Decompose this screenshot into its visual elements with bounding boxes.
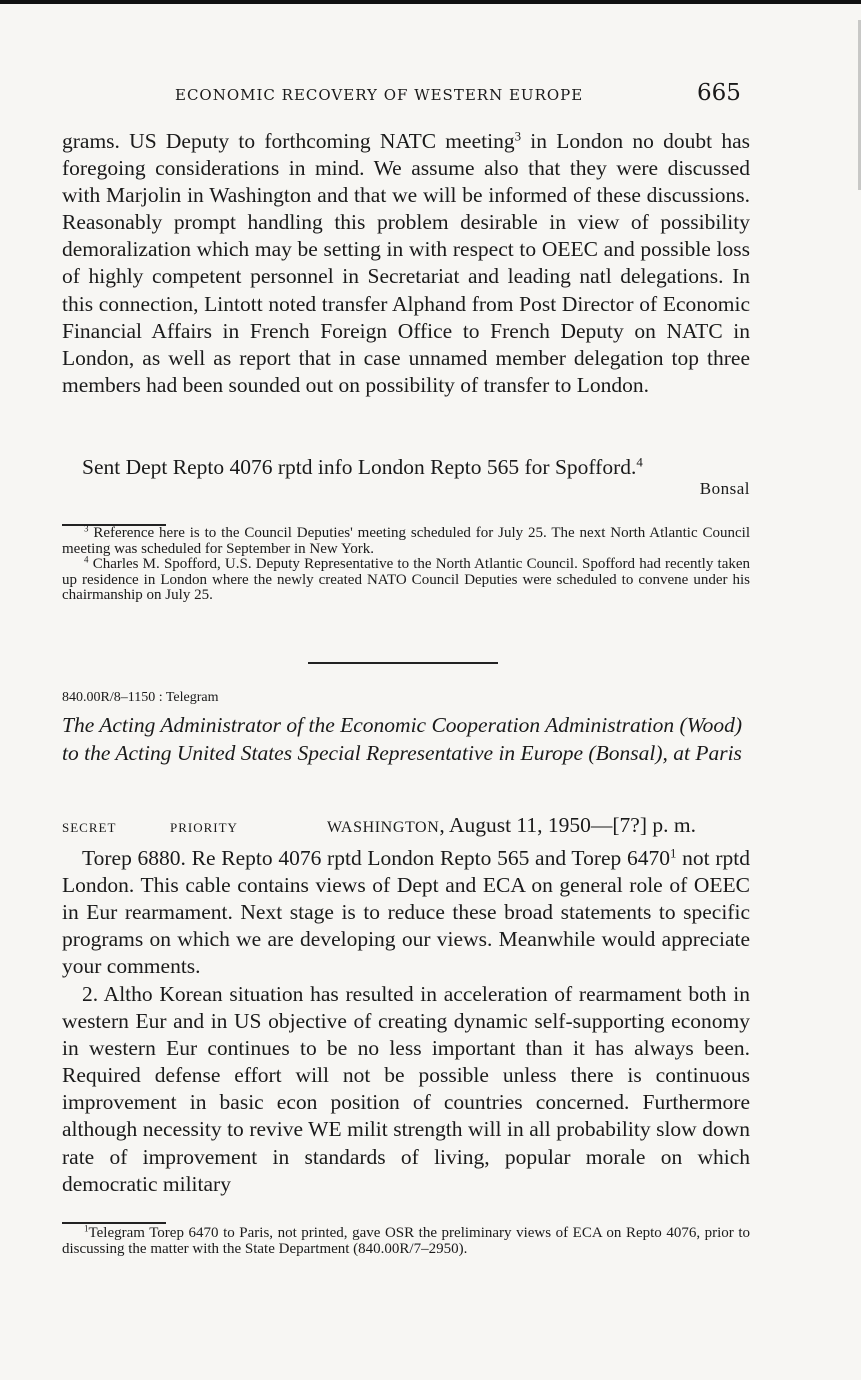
footnote-4 bbox=[62, 554, 751, 604]
classification-label: SECRET bbox=[62, 820, 117, 835]
title-text: ) to the Acting United States Special Representative in Europe ( bbox=[62, 713, 743, 765]
footnote-ref-3[interactable]: 3 bbox=[514, 129, 522, 144]
body-text: Torep 6880. Re Repto 4076 rptd London Repto 565 and Torep 6470 bbox=[82, 846, 670, 870]
footnotes-first bbox=[62, 523, 751, 604]
running-head: ECONOMIC RECOVERY OF WESTERN EUROPE bbox=[175, 86, 584, 104]
dateline bbox=[327, 813, 696, 838]
sent-line-text: Sent Dept Repto 4076 rptd info London Repto 565 for Spofford. bbox=[82, 455, 637, 479]
body-paragraph-2: 2. Altho Korean situation has resulted in acceleration of rearmament both in western Eur and in US objective of creating dynamic self-supporting economy in western Eur continues to be no less important than it has always been. Required defense effort will not be possible unless there is continuous improvement in basic econ position of countries concerned. Furthermore although necessity to revive WE milit strength will in all probability slow down rate of improvement in standards of living, popular morale on which democratic military bbox=[62, 982, 750, 1196]
continuation-paragraph bbox=[62, 128, 750, 399]
footnote-ref-4[interactable]: 4 bbox=[636, 455, 643, 470]
document-file-id: 840.00R/8–1150 : Telegram bbox=[62, 690, 219, 705]
title-name-bonsal: Bonsal bbox=[595, 740, 656, 765]
footnote-mark: 1 bbox=[84, 1223, 89, 1234]
priority-label: PRIORITY bbox=[170, 820, 238, 835]
page-number: 665 bbox=[697, 80, 741, 106]
dateline-date: , August 11, 1950—[7?] p. m. bbox=[439, 813, 696, 837]
footnote-text: Charles M. Spofford, U.S. Deputy Representative to the North Atlantic Council. Spofford had recently taken up residence in London where the newly created NATO Council Deputies were scheduled to convene under his chairmanship on July 25. bbox=[62, 556, 751, 604]
body-paragraph-1 bbox=[62, 845, 750, 980]
top-border bbox=[0, 0, 861, 4]
title-text: ), at Paris bbox=[655, 740, 742, 765]
document-title bbox=[62, 712, 752, 767]
footnote-rule bbox=[62, 1222, 166, 1224]
continuation-text-end: in London no doubt has foregoing considerations in mind. We assume also that they were discussed with Marjolin in Washington and that we will be informed of these discussions. Reasonably prompt handling this problem desirable in view of possibility demoralization which may be setting in with respect to OEEC and possible loss of highly competent personnel in Secretariat and leading natl delegations. In this connection, Lintott noted transfer Alphand from Post Director of Economic Financial Affairs in French Foreign Office to French Deputy on NATC in London, as well as report that in case unnamed member delegation top three members had been sounded out on possibility of transfer to London. bbox=[62, 129, 750, 397]
dateline-place: WASHINGTON bbox=[327, 819, 440, 836]
continuation-text-start: grams. US Deputy to forthcoming NATC meeting bbox=[62, 129, 515, 153]
footnote-text: Reference here is to the Council Deputies' meeting scheduled for July 25. The next North Atlantic Council meeting was scheduled for September in New York. bbox=[62, 525, 751, 557]
footnote-mark: 3 bbox=[84, 523, 89, 534]
title-text: The Acting Administrator of the Economic Cooperation Administration ( bbox=[62, 713, 687, 737]
footnote-3 bbox=[62, 523, 751, 557]
footnote-text: Telegram Torep 6470 to Paris, not printed, gave OSR the preliminary views of ECA on Repto 4076, prior to discussing the matter with the State Department (840.00R/7–2950). bbox=[62, 1225, 750, 1257]
sent-line bbox=[62, 454, 750, 481]
document-separator bbox=[308, 662, 498, 664]
footnote-1 bbox=[62, 1223, 750, 1257]
footnote-ref-1[interactable]: 1 bbox=[670, 846, 677, 861]
body-text: not rptd London. This cable contains views of Dept and ECA on general role of OEEC in Eur rearmament. Next stage is to reduce these broad statements to specific programs on which we are developing our views. Meanwhile would appreciate your comments. bbox=[62, 846, 751, 979]
footnotes-second bbox=[62, 1223, 750, 1257]
footnote-mark: 4 bbox=[84, 554, 89, 565]
title-name-wood: Wood bbox=[686, 713, 735, 737]
signature-bonsal: Bonsal bbox=[699, 479, 750, 498]
